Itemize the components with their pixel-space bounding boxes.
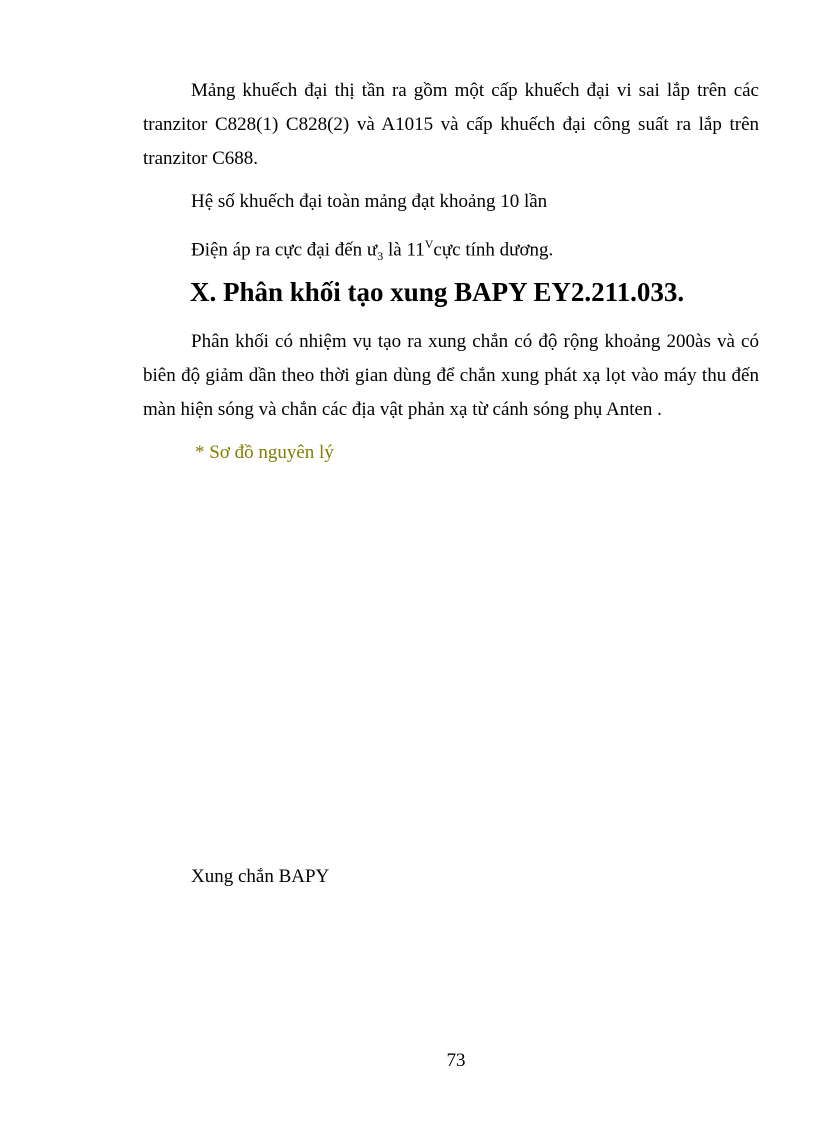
voltage-line — [191, 231, 553, 269]
voltage-line-prefix: Điện áp ra cực đại đến ư — [191, 239, 378, 261]
page-number: 73 — [446, 1050, 466, 1071]
voltage-subscript: 3 — [377, 249, 384, 264]
voltage-line-suffix: cực tính dương. — [433, 239, 554, 261]
figure-label: Xung chắn BAPY — [191, 866, 330, 887]
voltage-superscript: V — [424, 237, 434, 251]
voltage-line-mid: là 11 — [383, 239, 425, 261]
diagram-caption: * Sơ đồ nguyên lý — [195, 442, 334, 463]
paragraph-pulse-block: Phân khối có nhiệm vụ tạo ra xung chắn có độ rộng khoảng 200às và có biên độ giảm dần theo thời gian dùng để chắn xung phát xạ lọt vào máy thu đến màn hiện sóng và chắn các địa vật phản xạ từ cánh sóng phụ Anten . — [143, 331, 759, 420]
gain-line: Hệ số khuếch đại toàn mảng đạt khoảng 10 lần — [191, 191, 548, 212]
paragraph-amplifier: Mảng khuếch đại thị tần ra gồm một cấp khuếch đại vi sai lắp trên các tranzitor C828(1) C828(2) và A1015 và cấp khuếch đại công suất ra lắp trên tranzitor C688. — [143, 80, 759, 169]
section-heading: X. Phân khối tạo xung BAPY EY2.211.033. — [190, 277, 685, 307]
